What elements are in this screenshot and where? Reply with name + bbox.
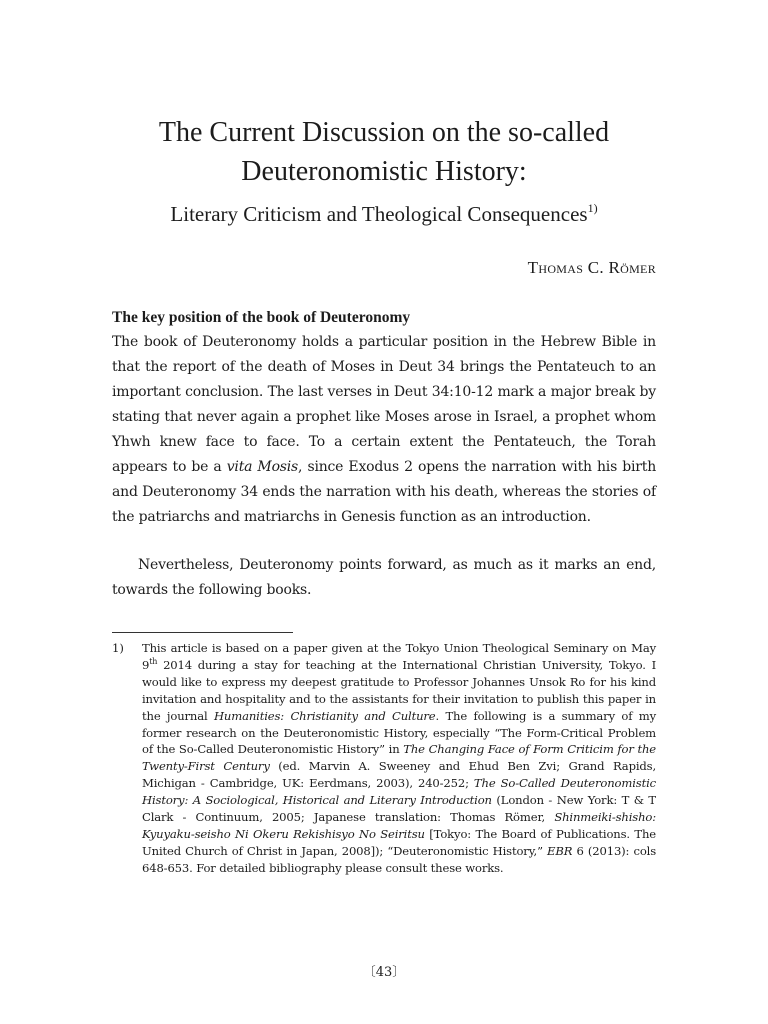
fn-t3: . The following is a summary of my former research on the Deuteronomistic History, especially “The Form-Critical Problem of the So-Called Deuteronomistic History” in [142, 708, 656, 757]
fn-t2: 2014 during a stay for teaching at the International Christian University, Tokyo. I would like to express my deepest gratitude to Professor Johannes Unsok Ro for his kind invitation and hospitality and to the assistants for their invitation to publish this paper in the journal [142, 657, 656, 723]
fn-t1: This article is based on a paper given at the Tokyo Union Theological Seminary on May 9 [142, 641, 656, 672]
fn-t1-sup: th [149, 657, 158, 667]
fn-t7: 6 (2013): cols 648-653. For detailed bibliography please consult these works. [142, 843, 657, 875]
fn-i1: Humanities: Christianity and Culture [213, 708, 436, 723]
author-name: Thomas C. Römer [527, 258, 656, 277]
section-heading: The key position of the book of Deuteronomy [112, 309, 411, 326]
paragraph1-text-b: , since Exodus 2 opens the narration with his birth and Deuteronomy 34 ends the narration with his death, whereas the stories of the patriarchs and matriarchs in Genesis function as an introduction. [112, 459, 657, 525]
article-title [0, 113, 768, 191]
fn-i2: The Changing Face of Form Criticim for the Twenty-First Century [142, 742, 656, 774]
fn-t5: (London - New York: T & T Clark - Continuum, 2005; Japanese translation: Thomas Römer, [142, 793, 656, 825]
paragraph1-text-a: The book of Deuteronomy holds a particular position in the Hebrew Bible in that the report of the death of Moses in Deut 34 brings the Pentateuch to an important conclusion. The last verses in Deut 34:10-12 mark a major break by stating that never again a prophet like Moses arose in Israel, a prophet whom Yhwh knew face to face. To a certain extent the Pentateuch, the Torah appears to be a [112, 334, 656, 475]
title-line-2: Deuteronomistic History: [241, 156, 527, 187]
fn-i3: The So-Called Deuteronomistic History: A Sociological, Historical and Literary Introduction [142, 776, 657, 808]
fn-i5: EBR [547, 843, 573, 858]
fn-i4: Shinmeiki-shisho: Kyuyaku-seisho Ni Okeru Rekishisyo No Seiritsu [142, 810, 656, 841]
body-paragraph-2: Nevertheless, Deuteronomy points forward, as much as it marks an end, towards the following books. [112, 557, 656, 598]
footnote-divider [112, 632, 293, 633]
fn-t4: (ed. Marvin A. Sweeney and Ehud Ben Zvi; Grand Rapids, Michigan - Cambridge, UK: Eerdmans, 2003), 240-252; [142, 759, 657, 791]
page-number: 〔43〕 [362, 965, 406, 980]
fn-t6: [Tokyo: The Board of Publications. The United Church of Christ in Japan, 2008]); “Deuteronomistic History,” [142, 826, 656, 858]
footnote-text [142, 640, 656, 877]
article-subtitle [0, 194, 768, 228]
paragraph1-italic: vita Mosis [226, 459, 299, 475]
body-paragraph-1 [112, 330, 656, 530]
title-line-1: The Current Discussion on the so-called [158, 117, 610, 148]
subtitle-text: Literary Criticism and Theological Consequences [170, 202, 588, 226]
subtitle-footnote-marker: 1) [587, 201, 598, 215]
footnote-number: 1) [112, 641, 124, 655]
